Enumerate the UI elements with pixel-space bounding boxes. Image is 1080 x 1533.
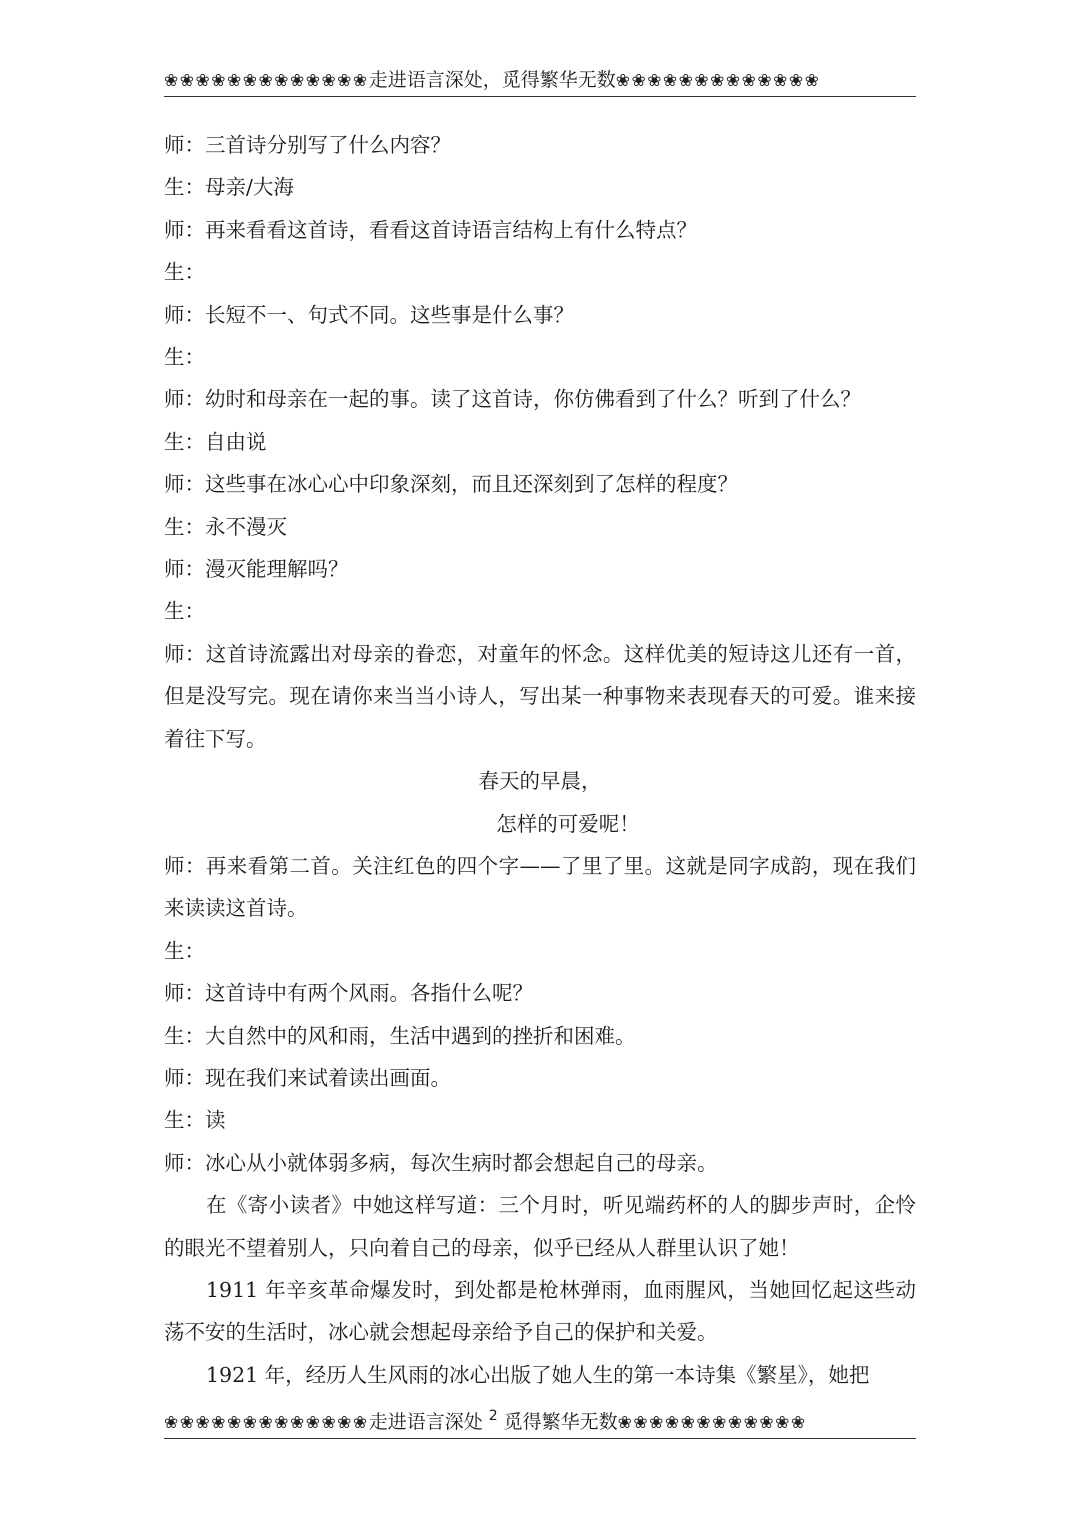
dialogue-line: 生： (164, 260, 205, 285)
page-header (164, 66, 916, 97)
header-motto: 走进语言深处，觅得繁华无数 (368, 69, 616, 91)
dialogue-line: 生：大自然中的风和雨，生活中遇到的挫折和困难。 (164, 1023, 636, 1048)
dialogue-line: 生：母亲/大海 (164, 175, 294, 200)
poem-line-2: 怎样的可爱呢！ (496, 811, 640, 836)
dialogue-line: 师：三首诗分别写了什么内容？ (164, 133, 451, 157)
dialogue-line: 生： (164, 599, 205, 624)
page-body (164, 124, 916, 1396)
dialogue-line: 生： (164, 345, 205, 370)
dialogue-line: 师：长短不一、句式不同。这些事是什么事？ (164, 302, 574, 327)
dialogue-line: 生：读 (164, 1108, 226, 1133)
paragraph-love: 师：这首诗流露出对母亲的眷恋，对童年的怀念。这样优美的短诗这儿还有一首，但是没写完。现在请你来当当小诗人，写出某一种事物来表现春天的可爱。谁来接着往下写。 (164, 641, 916, 751)
dialogue-line: 师：这首诗中有两个风雨。各指什么呢？ (164, 981, 533, 1006)
page-footer (164, 1408, 916, 1439)
footer-flower-border-left: ❀❀❀❀❀❀❀❀❀❀❀❀❀ (164, 1413, 369, 1433)
page-number: 2 (488, 1408, 498, 1424)
dialogue-line: 师：再来看看这首诗，看看这首诗语言结构上有什么特点？ (164, 217, 697, 242)
paragraph-1921: 1921 年，经历人生风雨的冰心出版了她人生的第一本诗集《繁星》，她把 (206, 1362, 870, 1387)
footer-flower-border-right: ❀❀❀❀❀❀❀❀❀❀❀❀ (617, 1413, 807, 1433)
header-flower-border-right: ❀❀❀❀❀❀❀❀❀❀❀❀❀ (615, 71, 821, 91)
dialogue-line: 生： (164, 938, 205, 963)
paragraph-letters: 在《寄小读者》中她这样写道：三个月时，听见端药杯的人的脚步声时，企怜的眼光不望着别人，只向着自己的母亲，似乎已经从人群里认识了她！ (164, 1193, 916, 1260)
paragraph-second-poem: 师：再来看第二首。关注红色的四个字——了里了里。这就是同字成韵，现在我们来读读这首诗。 (164, 853, 916, 921)
dialogue-line: 师：幼时和母亲在一起的事。读了这首诗，你仿佛看到了什么？听到了什么？ (164, 387, 861, 412)
poem-line-1: 春天的早晨， (478, 769, 602, 794)
dialogue-line: 师：漫灭能理解吗？ (164, 557, 349, 582)
dialogue-line: 师：冰心从小就体弱多病，每次生病时都会想起自己的母亲。 (164, 1150, 718, 1175)
footer-motto-left: 走进语言深处 (368, 1411, 483, 1433)
paragraph-1911: 1911 年辛亥革命爆发时，到处都是枪林弹雨，血雨腥风，当她回忆起这些动荡不安的生活时，冰心就会想起母亲给予自己的保护和关爱。 (164, 1277, 916, 1345)
dialogue-line: 生：永不漫灭 (164, 514, 287, 539)
dialogue-line: 师：这些事在冰心心中印象深刻，而且还深刻到了怎样的程度？ (164, 472, 738, 497)
dialogue-line: 师：现在我们来试着读出画面。 (164, 1065, 451, 1090)
header-flower-border-left: ❀❀❀❀❀❀❀❀❀❀❀❀❀ (164, 71, 369, 91)
footer-motto-right: 觅得繁华无数 (503, 1411, 618, 1433)
dialogue-line: 生：自由说 (164, 429, 267, 454)
